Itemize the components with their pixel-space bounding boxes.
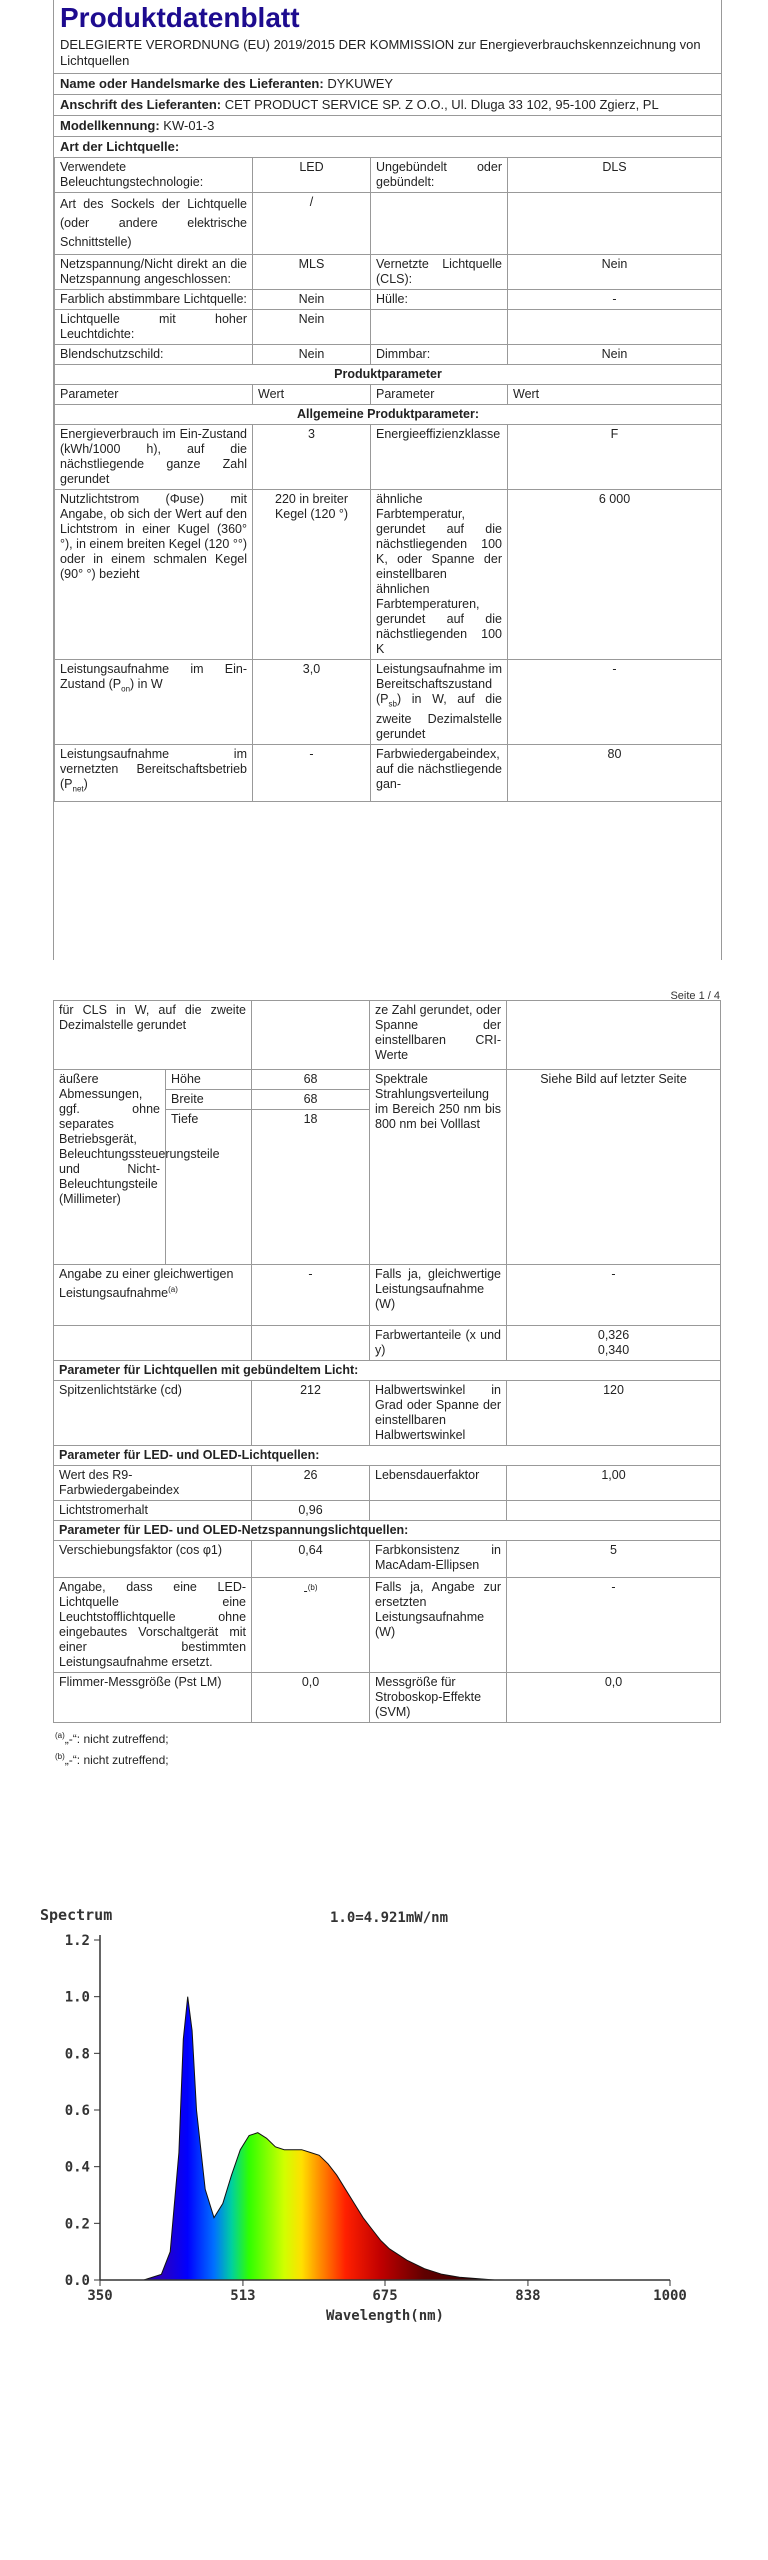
y-tick-label: 0.2 bbox=[64, 2216, 90, 2233]
equivalent-power-right-value: - bbox=[507, 1265, 721, 1326]
cell-label: ähnliche Farbtemperatur, gerundet auf die nächstliegenden 100 K, oder Spanne der einstellbaren ähnlichen Farbtemperaturen, gerundet auf die nächstliegenden 100 K bbox=[371, 490, 508, 660]
y-axis-ticks bbox=[65, 1933, 100, 2289]
cell-value: Nein bbox=[253, 290, 371, 310]
cell-empty bbox=[370, 1501, 507, 1521]
replacement-claim-label: Angabe, dass eine LED-Lichtquelle eine Leuchtstofflichtquelle ohne eingebautes Vorschaltgerät mit einer bestimmten Leistungsaufnahme ersetzt. bbox=[54, 1578, 252, 1673]
peak-intensity-value: 212 bbox=[252, 1381, 370, 1446]
cell-value bbox=[508, 310, 722, 345]
y-tick-label: 0.6 bbox=[64, 2103, 90, 2119]
x-tick-label: 838 bbox=[515, 2288, 541, 2304]
footnote-a: $^{(a)}$„-“: nicht zutreffend; bbox=[55, 1731, 169, 1746]
page-title: Produktdatenblatt bbox=[60, 2, 300, 33]
table-row bbox=[54, 1578, 721, 1673]
table-row bbox=[55, 425, 722, 490]
cell-value: 6 000 bbox=[508, 490, 722, 660]
cell-label: Dimmbar: bbox=[371, 345, 508, 365]
replacement-power-value: - bbox=[507, 1578, 721, 1673]
y-tick-label: 1.0 bbox=[64, 1989, 90, 2006]
cell-value: DLS bbox=[508, 158, 722, 193]
y-tick-label: 0.4 bbox=[64, 2159, 90, 2176]
lumen-maintenance-value: 0,96 bbox=[252, 1501, 370, 1521]
cell-label: Energieverbrauch im Ein-Zustand (kWh/1000 h), auf die nächstliegende ganze Zahl gerundet bbox=[55, 425, 253, 490]
cell-label: Nutzlichtstrom (Φuse) mit Angabe, ob sich der Wert auf den Lichtstrom in einer Kugel (360° °), in einem breiten Kegel (120 °°) oder in einem schmalen Kegel (90° °) bezieht bbox=[55, 490, 253, 660]
supplier-address-row bbox=[54, 94, 721, 115]
table-row bbox=[54, 1326, 721, 1361]
r9-value: 26 bbox=[252, 1466, 370, 1501]
table-row bbox=[55, 660, 722, 745]
networked-standby-value: - bbox=[253, 744, 371, 801]
directional-heading: Parameter für Lichtquellen mit gebündeltem Licht: bbox=[54, 1361, 721, 1381]
table-row bbox=[54, 1381, 721, 1446]
light-source-type-heading: Art der Lichtquelle: bbox=[54, 136, 721, 157]
address-label: Anschrift des Lieferanten: bbox=[60, 97, 222, 112]
table-row bbox=[54, 1541, 721, 1578]
page-1 bbox=[53, 0, 722, 960]
x-tick-label: 675 bbox=[372, 2288, 398, 2304]
x-tick-label: 350 bbox=[87, 2288, 113, 2304]
cell-label: Art des Sockels der Lichtquelle (oder andere elektrische Schnittstelle) bbox=[55, 193, 253, 255]
displacement-factor-value: 0,64 bbox=[252, 1541, 370, 1578]
table-row bbox=[55, 255, 722, 290]
cell-empty bbox=[252, 1326, 370, 1361]
chart-annotation: 1.0=4.921mW/nm bbox=[330, 1910, 449, 1926]
cell-empty bbox=[54, 1326, 252, 1361]
cell-label: Ungebündelt oder gebündelt: bbox=[371, 158, 508, 193]
cell-value: F bbox=[508, 425, 722, 490]
standby-value: - bbox=[508, 660, 722, 745]
table-row bbox=[54, 1265, 721, 1326]
page-2 bbox=[53, 1000, 720, 1769]
light-source-type-table bbox=[54, 157, 722, 802]
section-row bbox=[54, 1521, 721, 1541]
cell-label: Energieeffizienzklasse bbox=[371, 425, 508, 490]
displacement-factor-label: Verschiebungsfaktor (cos φ1) bbox=[54, 1541, 252, 1578]
replacement-power-label: Falls ja, Angabe zur ersetzten Leistungsaufnahme (W) bbox=[370, 1578, 507, 1673]
cell-label bbox=[371, 310, 508, 345]
cell-value bbox=[508, 193, 722, 255]
chromaticity-value: 0,326 0,340 bbox=[507, 1326, 721, 1361]
cell-label: Lichtquelle mit hoher Leuchtdichte: bbox=[55, 310, 253, 345]
table-row bbox=[55, 744, 722, 801]
brand-value: DYKUWEY bbox=[327, 76, 394, 91]
flicker-value: 0,0 bbox=[252, 1673, 370, 1723]
spectrum-area bbox=[100, 1997, 670, 2280]
stroboscopic-value: 0,0 bbox=[507, 1673, 721, 1723]
spectral-distribution-value: Siehe Bild auf letzter Seite bbox=[507, 1070, 721, 1265]
table-row bbox=[55, 193, 722, 255]
flicker-label: Flimmer-Messgröße (Pst LM) bbox=[54, 1673, 252, 1723]
dimension-height-value: 68 bbox=[252, 1070, 370, 1090]
cell-value: 220 in breiter Kegel (120 °) bbox=[253, 490, 371, 660]
mains-heading: Parameter für LED- und OLED-Netzspannungslichtquellen: bbox=[54, 1521, 721, 1541]
address-value: CET PRODUCT SERVICE SP. Z O.O., Ul. Dluga 33 102, 95-100 Zgierz, PL bbox=[224, 97, 659, 112]
column-header-parameter: Parameter bbox=[55, 385, 253, 405]
dimension-depth-label: Tiefe bbox=[166, 1110, 252, 1265]
replacement-claim-value: -$^{(b)}$ bbox=[252, 1578, 370, 1673]
power-on-value: 3,0 bbox=[253, 660, 371, 745]
section-row bbox=[55, 405, 722, 425]
table-row bbox=[54, 1001, 721, 1070]
spectral-distribution-label: Spektrale Strahlungsverteilung im Bereich 250 nm bis 800 nm bei Volllast bbox=[370, 1070, 507, 1265]
stroboscopic-label: Messgröße für Stroboskop-Effekte (SVM) bbox=[370, 1673, 507, 1723]
dimensions-label: äußere Abmessungen, ggf. ohne separates Betriebsgerät, Beleuchtungssteuerungsteile und Nicht-Beleuchtungsteile (Millimeter) bbox=[54, 1070, 166, 1265]
chromaticity-label: Farbwertanteile (x und y) bbox=[370, 1326, 507, 1361]
general-parameters-heading: Allgemeine Produktparameter: bbox=[55, 405, 722, 425]
cell-value: - bbox=[508, 290, 722, 310]
cell-value: 3 bbox=[253, 425, 371, 490]
table-row bbox=[55, 490, 722, 660]
table-row bbox=[54, 1673, 721, 1723]
cell-value: Nein bbox=[508, 255, 722, 290]
colour-consistency-value: 5 bbox=[507, 1541, 721, 1578]
section-row bbox=[54, 1361, 721, 1381]
equivalent-power-label: Angabe zu einer gleichwertigen Leistungsaufnahme$^{(a)}$ bbox=[54, 1265, 252, 1326]
colour-consistency-label: Farbkonsistenz in MacAdam-Ellipsen bbox=[370, 1541, 507, 1578]
cell-label bbox=[371, 193, 508, 255]
supplier-brand-row bbox=[54, 73, 721, 94]
table-row bbox=[55, 290, 722, 310]
y-tick-label: 1.2 bbox=[64, 1933, 90, 1949]
cell-label: Blendschutzschild: bbox=[55, 345, 253, 365]
beam-angle-label: Halbwertswinkel in Grad oder Spanne der einstellbaren Halbwertswinkel bbox=[370, 1381, 507, 1446]
cell-value: MLS bbox=[253, 255, 371, 290]
cell-label: Farblich abstimmbare Lichtquelle: bbox=[55, 290, 253, 310]
survival-factor-label: Lebensdauerfaktor bbox=[370, 1466, 507, 1501]
brand-label: Name oder Handelsmarke des Lieferanten: bbox=[60, 76, 324, 91]
table-row bbox=[55, 310, 722, 345]
cri-value: 80 bbox=[508, 744, 722, 801]
spectrum-chart bbox=[40, 1900, 740, 2400]
table-row bbox=[54, 1501, 721, 1521]
table-header-row bbox=[55, 385, 722, 405]
cell-value: Nein bbox=[253, 310, 371, 345]
cell-label: Netzspannung/Nicht direkt an die Netzspannung angeschlossen: bbox=[55, 255, 253, 290]
r9-label: Wert des R9-Farbwiedergabeindex bbox=[54, 1466, 252, 1501]
column-header-parameter: Parameter bbox=[371, 385, 508, 405]
dimension-width-label: Breite bbox=[166, 1090, 252, 1110]
cell-value bbox=[252, 1001, 370, 1070]
cell-value: / bbox=[253, 193, 371, 255]
table-row bbox=[55, 158, 722, 193]
cell-value: Nein bbox=[253, 345, 371, 365]
footnote-b: $^{(b)}$„-“: nicht zutreffend; bbox=[55, 1752, 169, 1767]
parameters-table-continued bbox=[53, 1000, 721, 1723]
networked-standby-label-cont: für CLS in W, auf die zweite Dezimalstelle gerundet bbox=[54, 1001, 252, 1070]
y-tick-label: 0.0 bbox=[64, 2273, 90, 2289]
cri-label: Farbwiedergabeindex, auf die nächstliegende gan- bbox=[371, 744, 508, 801]
section-row bbox=[55, 365, 722, 385]
table-row bbox=[55, 345, 722, 365]
lumen-maintenance-label: Lichtstromerhalt bbox=[54, 1501, 252, 1521]
led-heading: Parameter für LED- und OLED-Lichtquellen: bbox=[54, 1446, 721, 1466]
dimension-height-label: Höhe bbox=[166, 1070, 252, 1090]
cell-value: LED bbox=[253, 158, 371, 193]
dimension-width-value: 68 bbox=[252, 1090, 370, 1110]
column-header-value: Wert bbox=[508, 385, 722, 405]
page-number: Seite 1 / 4 bbox=[670, 990, 720, 1002]
x-axis-label: Wavelength(nm) bbox=[325, 2308, 445, 2324]
x-axis-ticks bbox=[87, 2280, 687, 2304]
product-parameters-heading: Produktparameter bbox=[55, 365, 722, 385]
equivalent-power-value: - bbox=[252, 1265, 370, 1326]
cell-label: Hülle: bbox=[371, 290, 508, 310]
table-row bbox=[54, 1070, 721, 1090]
model-value: KW-01-3 bbox=[163, 118, 215, 133]
chart-title: Spectrum bbox=[40, 1906, 113, 1924]
regulation-subtitle: DELEGIERTE VERORDNUNG (EU) 2019/2015 DER KOMMISSION zur Energieverbrauchskennzeichnung von Lichtquellen bbox=[60, 37, 701, 68]
survival-factor-value: 1,00 bbox=[507, 1466, 721, 1501]
beam-angle-value: 120 bbox=[507, 1381, 721, 1446]
y-tick-label: 0.8 bbox=[64, 2046, 90, 2063]
networked-standby-label: Leistungsaufnahme im vernetzten Bereitschaftsbetrieb $(P_{net})$ bbox=[55, 744, 253, 801]
table-row bbox=[54, 1466, 721, 1501]
section-row bbox=[54, 1446, 721, 1466]
power-on-label: Leistungsaufnahme im Ein-Zustand $(P_{on})$ in W bbox=[55, 660, 253, 745]
cell-label: Vernetzte Lichtquelle (CLS): bbox=[371, 255, 508, 290]
equivalent-power-right-label: Falls ja, gleichwertige Leistungsaufnahme (W) bbox=[370, 1265, 507, 1326]
dimension-depth-value: 18 bbox=[252, 1110, 370, 1265]
model-row bbox=[54, 115, 721, 136]
peak-intensity-label: Spitzenlichtstärke (cd) bbox=[54, 1381, 252, 1446]
cell-value: Nein bbox=[508, 345, 722, 365]
model-label: Modellkennung: bbox=[60, 118, 160, 133]
standby-label: Leistungsaufnahme im Bereitschaftszustand $(P_{sb})$ in W, auf die zweite Dezimalstelle gerundet bbox=[371, 660, 508, 745]
cell-label: Verwendete Beleuchtungstechnologie: bbox=[55, 158, 253, 193]
x-tick-label: 513 bbox=[230, 2288, 256, 2304]
column-header-value: Wert bbox=[253, 385, 371, 405]
x-tick-label: 1000 bbox=[653, 2288, 687, 2304]
cell-empty bbox=[507, 1501, 721, 1521]
cri-label-cont: ze Zahl gerundet, oder Spanne der einstellbaren CRI-Werte bbox=[370, 1001, 507, 1070]
cell-value bbox=[507, 1001, 721, 1070]
